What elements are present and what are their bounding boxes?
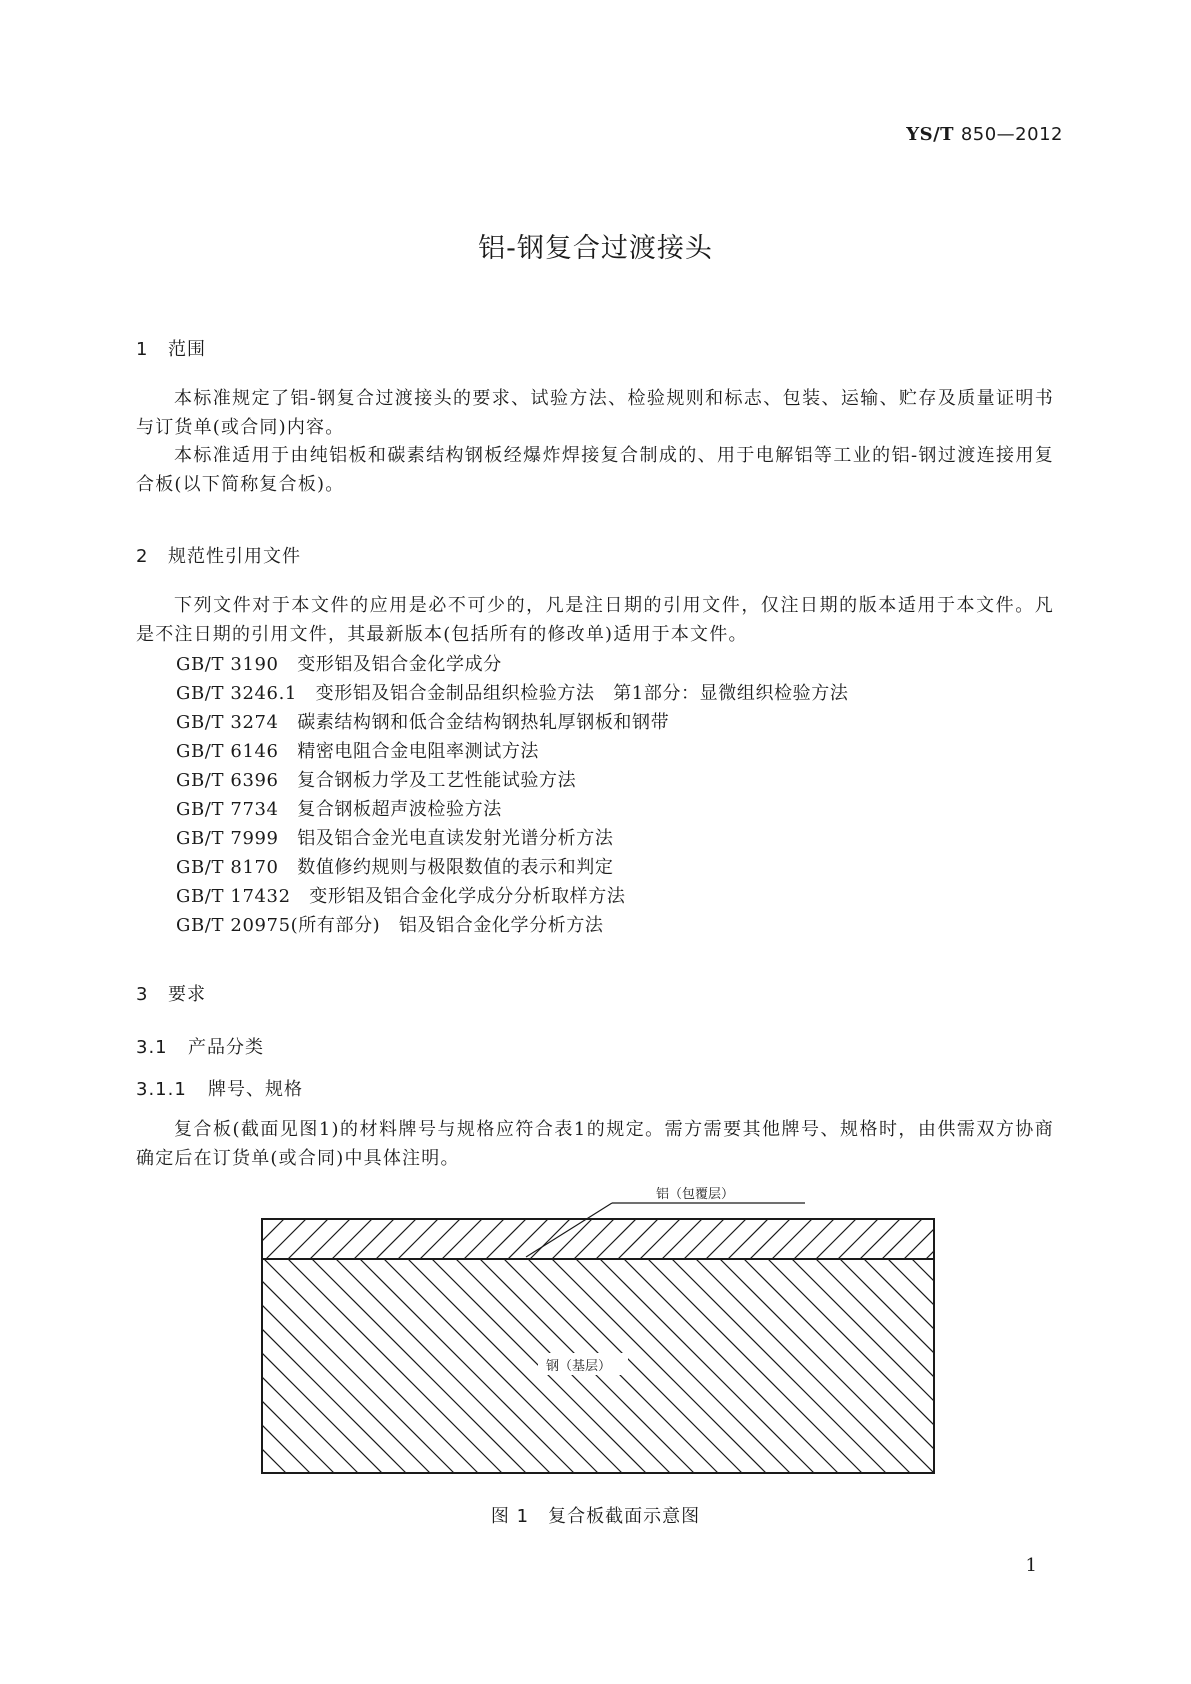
hatch-line [618,1219,658,1259]
hatch-line [706,1219,746,1259]
section-3-heading: 3 要求 [136,984,206,1005]
hatch-line [864,1259,1078,1473]
hatch-line [72,1259,286,1473]
hatch-line [648,1259,862,1473]
hatch-line [288,1219,328,1259]
reference-item: GB/T 3190 变形铝及铝合金化学成分 [176,654,502,675]
hatch-line [312,1259,526,1473]
reference-item: GB/T 6396 复合钢板力学及工艺性能试验方法 [176,770,577,791]
hatch-line [816,1259,1030,1473]
hatch-line [794,1219,834,1259]
hatch-line [332,1219,372,1259]
hatch-line [936,1259,1150,1473]
hatch-line [948,1219,988,1259]
section-3-1-1-paragraph: 复合板(截面见图1)的材料牌号与规格应符合表1的规定。需方需要其他牌号、规格时，由供需双方协商确定后在订货单(或合同)中具体注明。 [136,1119,1054,1169]
hatch-line [904,1219,944,1259]
hatch-line [48,1259,262,1473]
hatch-line [508,1219,548,1259]
figure-caption: 图 1 复合板截面示意图 [490,1506,701,1527]
hatch-line [860,1219,900,1259]
hatch-line [240,1259,454,1473]
hatch-line [640,1219,680,1259]
reference-item: GB/T 3274 碳素结构钢和低合金结构钢热轧厚钢板和钢带 [176,712,670,733]
hatch-line [992,1219,1032,1259]
reference-item: GB/T 17432 变形铝及铝合金化学成分分析取样方法 [176,886,626,907]
section-3-1-1-heading: 3.1.1 牌号、规格 [136,1079,303,1100]
hatch-line [96,1259,310,1473]
section-2-paragraph: 下列文件对于本文件的应用是必不可少的，凡是注日期的引用文件，仅注日期的版本适用于本文件。凡是不注日期的引用文件，其最新版本(包括所有的修改单)适用于本文件。 [136,595,1054,645]
hatch-line [840,1259,1054,1473]
section-1-paragraph-1: 本标准规定了铝-钢复合过渡接头的要求、试验方法、检验规则和标志、包装、运输、贮存及质量证明书与订货单(或合同)内容。 [136,388,1054,438]
hatch-line [838,1219,878,1259]
hatch-line [596,1219,636,1259]
hatch-line [792,1259,1006,1473]
reference-item: GB/T 7734 复合钢板超声波检验方法 [176,799,502,820]
hatch-line [600,1259,814,1473]
hatch-line [336,1259,550,1473]
hatch-line [288,1259,502,1473]
hatch-line [222,1219,262,1259]
hatch-line [816,1219,856,1259]
hatch-line [244,1219,284,1259]
reference-item: GB/T 6146 精密电阻合金电阻率测试方法 [176,741,540,762]
hatch-line [750,1219,790,1259]
hatch-line [264,1259,478,1473]
hatch-line [882,1219,922,1259]
hatch-line [728,1219,768,1259]
hatch-line [24,1259,238,1473]
hatch-line [720,1259,934,1473]
hatch-line [200,1219,240,1259]
hatch-line [398,1219,438,1259]
hatch-line [0,1259,214,1473]
reference-item: GB/T 3246.1 变形铝及铝合金制品组织检验方法 第1部分：显微组织检验方法 [176,683,849,704]
hatch-line [624,1259,838,1473]
hatch-line [310,1219,350,1259]
leader-line [526,1203,612,1257]
reference-item: GB/T 7999 铝及铝合金光电直读发射光谱分析方法 [176,828,614,849]
hatch-line [744,1259,958,1473]
section-3-1-heading: 3.1 产品分类 [136,1037,264,1058]
hatch-line [662,1219,702,1259]
page-title: 铝-钢复合过渡接头 [478,233,713,264]
section-2-heading: 2 规范性引用文件 [136,546,301,567]
section-1-paragraph-2: 本标准适用于由纯铝板和碳素结构钢板经爆炸焊接复合制成的、用于电解铝等工业的铝-钢过渡连接用复合板(以下简称复合板)。 [136,445,1054,495]
hatch-line [888,1259,1102,1473]
hatch-line [768,1259,982,1473]
hatch-line [464,1219,504,1259]
aluminum-layer-label: 铝（包覆层） [656,1187,735,1202]
hatch-line [912,1259,1126,1473]
hatch-line [376,1219,416,1259]
hatch-line [120,1259,334,1473]
hatch-line [672,1259,886,1473]
hatch-line [144,1259,358,1473]
hatch-line [926,1219,966,1259]
hatch-line [354,1219,394,1259]
reference-item: GB/T 20975(所有部分) 铝及铝合金化学分析方法 [176,915,604,936]
standard-number: YS/T 850—2012 [906,124,1063,145]
hatch-line [970,1219,1010,1259]
hatch-line [266,1219,306,1259]
hatch-line [420,1219,460,1259]
reference-item: GB/T 8170 数值修约规则与极限数值的表示和判定 [176,857,614,878]
hatch-line [216,1259,430,1473]
hatch-line [486,1219,526,1259]
hatch-line [442,1219,482,1259]
hatch-line [530,1219,570,1259]
hatch-line [574,1219,614,1259]
hatch-line [192,1259,406,1473]
hatch-line [772,1219,812,1259]
hatch-line [168,1259,382,1473]
section-1-heading: 1 范围 [136,339,206,360]
aluminum-cladding-hatch [200,1219,1032,1259]
steel-layer-label: 钢（基层） [546,1359,612,1374]
page-number: 1 [1025,1555,1037,1576]
hatch-line [552,1219,592,1259]
hatch-line [696,1259,910,1473]
hatch-line [684,1219,724,1259]
